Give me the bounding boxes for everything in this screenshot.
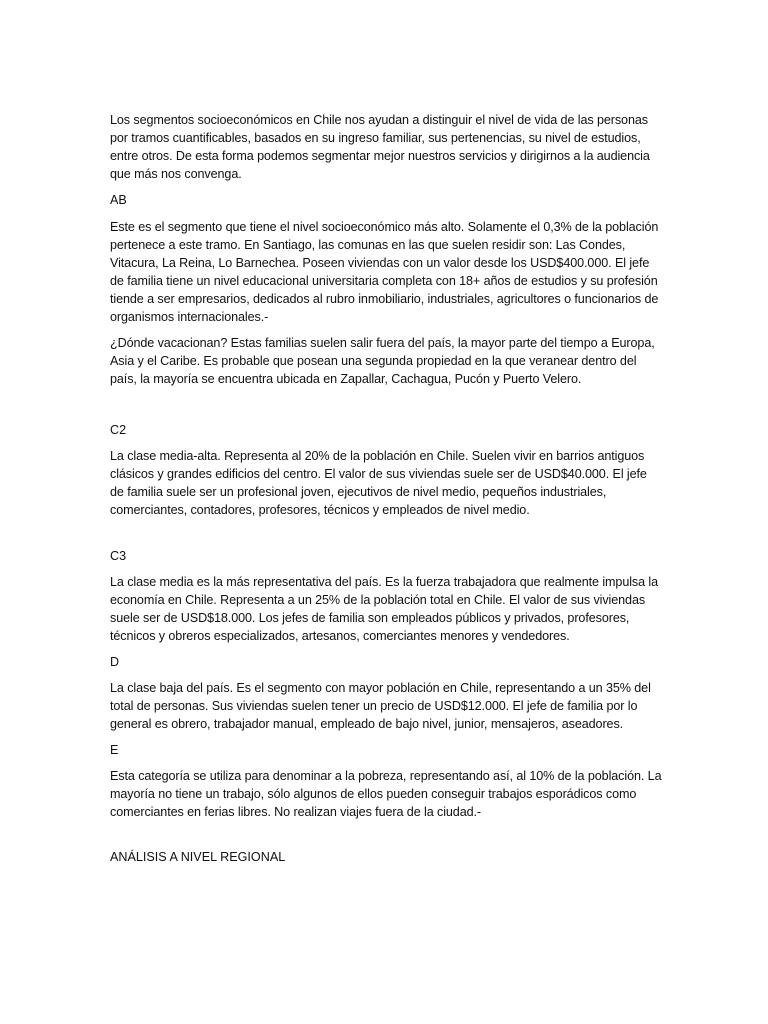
c3-paragraph: La clase media es la más representativa del país. Es la fuerza trabajadora que realmente impulsa la economía en Chile. Representa a un 25% de la población total en Chile. El valor de sus viviendas suele ser de USD$18.000. Los jefes de familia son empleados públicos y privados, profesores, técnicos y obreros especializados, artesanos, comerciantes menores y vendedores. xyxy=(110,575,659,643)
e-paragraph: Esta categoría se utiliza para denominar a la pobreza, representando así, al 10% de la población. La mayoría no tiene un trabajo, sólo algunos de ellos pueden conseguir trabajos esporádicos como comerciantes en ferias libres. No realizan viajes fuera de la ciudad.- xyxy=(110,769,662,819)
d-paragraph: La clase baja del país. Es el segmento con mayor población en Chile, representando a un 35% del total de personas. Sus viviendas suelen tener un precio de USD$12.000. El jefe de familia por lo general es obrero, trabajador manual, empleado de bajo nivel, junior, mensajeros, aseadores. xyxy=(110,681,651,731)
section-heading-c3: C3 xyxy=(110,549,127,563)
ab-paragraph-2: ¿Dónde vacacionan? Estas familias suelen salir fuera del país, la mayor parte del tiempo a Europa, Asia y el Caribe. Es probable que posean una segunda propiedad en la que veranear dentro del país, la mayoría se encuentra ubicada en Zapallar, Cachagua, Pucón y Puerto Velero. xyxy=(110,336,655,386)
ab-paragraph-1: Este es el segmento que tiene el nivel socioeconómico más alto. Solamente el 0,3% de la población pertenece a este tramo. En Santiago, las comunas en las que suelen residir son: Las Condes, Vitacura, La Reina, Lo Barnechea. Poseen viviendas con un valor desde los USD$400.000. El jefe de familia tiene un nivel educacional universitaria completa con 18+ años de estudios y su profesión tiende a ser empresarios, dedicados al rubro inmobiliario, industriales, agricultores o funcionarios de organismos internacionales.- xyxy=(110,220,659,324)
section-heading-d: D xyxy=(110,655,120,669)
section-heading-e: E xyxy=(110,743,119,757)
intro-paragraph: Los segmentos socioeconómicos en Chile nos ayudan a distinguir el nivel de vida de las personas por tramos cuantificables, basados en su ingreso familiar, sus pertenencias, su nivel de estudios, entre otros. De esta forma podemos segmentar mejor nuestros servicios y dirigirnos a la audiencia que más nos convenga. xyxy=(110,113,650,181)
document-page xyxy=(110,111,662,866)
regional-analysis-heading: ANÁLISIS A NIVEL REGIONAL xyxy=(110,850,286,864)
section-heading-ab: AB xyxy=(110,193,127,207)
section-heading-c2: C2 xyxy=(110,423,127,437)
c2-paragraph: La clase media-alta. Representa al 20% de la población en Chile. Suelen vivir en barrios antiguos clásicos y grandes edificios del centro. El valor de sus viviendas suele ser de USD$40.000. El jefe de familia suele ser un profesional joven, ejecutivos de nivel medio, pequeños industriales, comerciantes, contadores, profesores, técnicos y empleados de nivel medio. xyxy=(110,449,647,517)
